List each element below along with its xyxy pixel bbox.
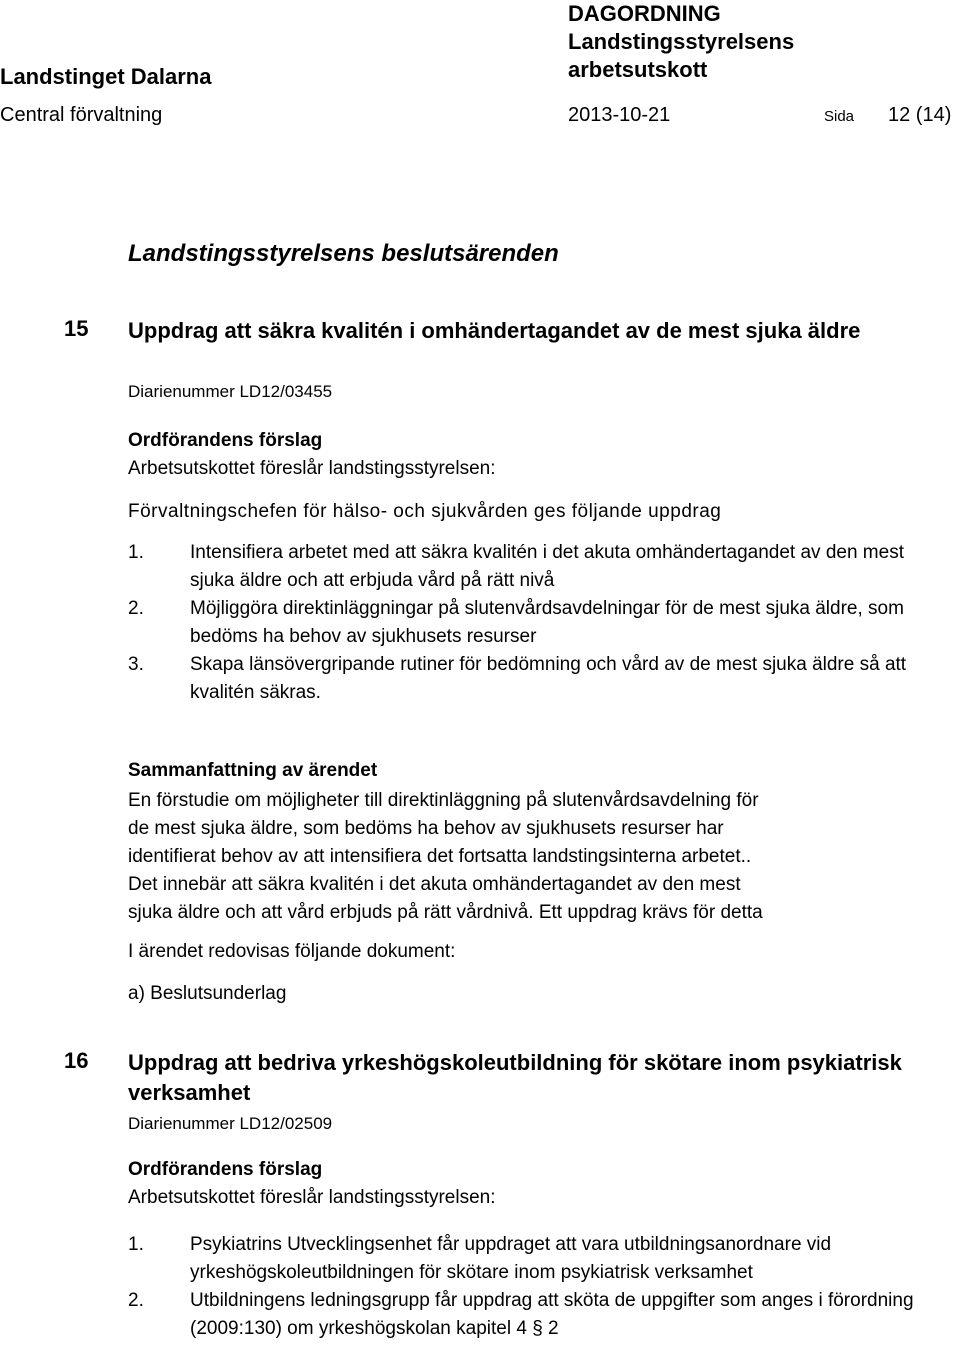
proposal-intro: Arbetsutskottet föreslår landstingsstyrelsen: [128,458,496,479]
list-item [128,1231,948,1287]
list-item [128,539,948,595]
list-item-text: Intensifiera arbetet med att säkra kvalitén i det akuta omhändertagandet av den mest sjuka äldre och att erbjuda vård på rätt nivå [190,542,904,591]
list-item-number: 1. [128,1234,144,1255]
proposal-list [128,539,948,707]
list-item-number: 2. [128,1290,144,1311]
page-label: Sida [824,108,855,125]
item-title: Uppdrag att bedriva yrkeshögskoleutbildning för skötare inom psykiatrisk verksamhet [128,1050,902,1105]
directive-text: Förvaltningschefen för hälso- och sjukvården ges följande uppdrag [128,501,722,522]
list-item [128,595,948,651]
documents-intro: I ärendet redovisas följande dokument: [128,941,456,962]
item-title: Uppdrag att säkra kvalitén i omhändertagandet av de mest sjuka äldre [128,318,861,343]
organization-name: Landstinget Dalarna [0,64,212,89]
list-item-number: 1. [128,542,144,563]
proposal-heading: Ordförandens förslag [128,430,323,451]
summary-heading: Sammanfattning av ärendet [128,760,378,781]
proposal-intro: Arbetsutskottet föreslår landstingsstyrelsen: [128,1187,496,1208]
summary-line: de mest sjuka äldre, som bedöms ha behov av sjukhusets resurser har [128,818,724,839]
document-type-line: Landstingsstyrelsens [568,29,795,54]
summary-paragraph [128,787,948,927]
list-item-number: 2. [128,598,144,619]
list-item-text: Möjliggöra direktinläggningar på slutenvårdsavdelningar för de mest sjuka äldre, som bedöms ha behov av sjukhusets resurser [190,598,904,647]
proposal-list [128,1231,948,1343]
list-item [128,1287,948,1343]
document-link-beslutsunderlag[interactable]: a) Beslutsunderlag [128,983,287,1004]
item-number: 16 [64,1048,89,1073]
item-number: 15 [64,316,89,341]
page-number: 12 (14) [888,104,952,126]
diarienummer: Diarienummer LD12/03455 [128,382,333,401]
document-type-line: DAGORDNING [568,1,721,26]
section-heading: Landstingsstyrelsens beslutsärenden [128,240,559,267]
document-date: 2013-10-21 [568,104,671,126]
summary-line: En förstudie om möjligheter till direktinläggning på slutenvårdsavdelning för [128,790,759,811]
summary-line: Det innebär att säkra kvalitén i det akuta omhändertagandet av den mest [128,874,741,895]
list-item [128,651,948,707]
list-item-text: Skapa länsövergripande rutiner för bedömning och vård av de mest sjuka äldre så att kvalitén säkras. [190,654,907,703]
summary-line: sjuka äldre och att vård erbjuds på rätt vårdnivå. Ett uppdrag krävs för detta [128,902,763,923]
document-type [568,0,794,84]
list-item-text: Utbildningens ledningsgrupp får uppdrag att sköta de uppgifter som anges i förordning (2009:130) om yrkeshögskolan kapitel 4 § 2 [190,1290,914,1339]
document-type-line: arbetsutskott [568,57,708,82]
list-item-number: 3. [128,654,144,675]
list-item-text: Psykiatrins Utvecklingsenhet får uppdraget att vara utbildningsanordnare vid yrkeshögskoleutbildningen för skötare inom psykiatrisk verksamhet [190,1234,832,1283]
summary-line: identifierat behov av att intensifiera det fortsatta landstingsinterna arbetet.. [128,846,752,867]
diarienummer: Diarienummer LD12/02509 [128,1114,333,1133]
proposal-heading: Ordförandens förslag [128,1159,323,1180]
department: Central förvaltning [0,104,163,126]
